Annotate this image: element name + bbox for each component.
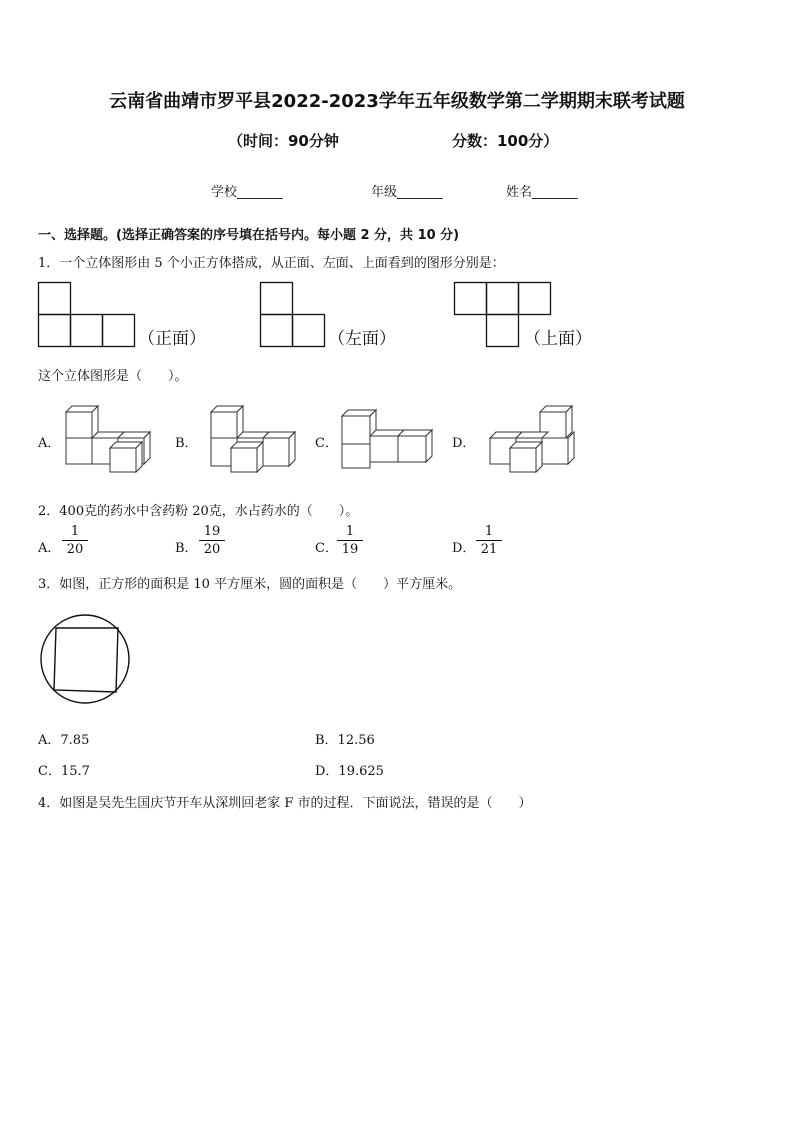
grade-field: 年级_______ [371, 185, 443, 200]
section-heading: 一、选择题。(选择正确答案的序号填在括号内。每小题 2 分，共 10 分) [38, 228, 460, 243]
q1-option-b-label[interactable]: B． [175, 436, 198, 451]
q2-option-c-fraction [337, 523, 363, 559]
denominator: 19 [341, 542, 359, 557]
q1-option-a-figure [64, 404, 154, 474]
q1-option-c-label[interactable]: C． [315, 436, 338, 451]
left-view-figure [260, 282, 330, 348]
question-1-prompt: 这个立体图形是（ ）。 [38, 369, 188, 384]
q1-option-d-figure [488, 404, 578, 474]
school-field: 学校_______ [211, 185, 283, 200]
question-2-stem: 2．400克的药水中含药粉 20克，水占药水的（ ）。 [38, 504, 359, 519]
q1-option-a-label[interactable]: A． [38, 436, 61, 451]
q3-option-c[interactable]: C．15.7 [38, 764, 90, 779]
left-view-label: （左面） [328, 329, 396, 349]
q2-option-b-label[interactable]: B． [175, 541, 198, 556]
denominator: 20 [66, 542, 84, 557]
numerator: 19 [199, 523, 225, 541]
exam-time: （时间：90分钟 [228, 132, 339, 150]
q2-option-c-label[interactable]: C． [315, 541, 338, 556]
denominator: 20 [203, 542, 221, 557]
q3-option-a[interactable]: A．7.85 [38, 733, 90, 748]
q2-option-d-label[interactable]: D． [452, 541, 476, 556]
page-title: 云南省曲靖市罗平县2022-2023学年五年级数学第二学期期末联考试题 [109, 91, 685, 112]
front-view-figure [38, 282, 138, 348]
name-field: 姓名_______ [506, 185, 578, 200]
q2-option-b-fraction [199, 523, 225, 559]
question-1-stem: 1．一个立体图形由 5 个小正方体搭成，从正面、左面、上面看到的图形分别是： [38, 256, 505, 271]
q1-option-c-figure [340, 408, 436, 472]
circle-square-figure [40, 614, 132, 706]
q3-option-d[interactable]: D．19.625 [315, 764, 384, 779]
question-3-stem: 3．如图，正方形的面积是 10 平方厘米，圆的面积是（ ）平方厘米。 [38, 577, 462, 592]
q2-option-a-label[interactable]: A． [38, 541, 61, 556]
q2-option-d-fraction [476, 523, 502, 559]
numerator: 1 [476, 523, 502, 541]
question-4-stem: 4．如图是吴先生国庆节开车从深圳回老家 F 市的过程．下面说法，错误的是（ ） [38, 796, 532, 811]
numerator: 1 [62, 523, 88, 541]
q3-option-b[interactable]: B．12.56 [315, 733, 375, 748]
q2-option-a-fraction [62, 523, 88, 559]
front-view-label: （正面） [138, 329, 206, 349]
q1-option-d-label[interactable]: D． [452, 436, 476, 451]
exam-score: 分数：100分） [452, 132, 559, 150]
top-view-label: （上面） [524, 329, 592, 349]
denominator: 21 [480, 542, 498, 557]
numerator: 1 [337, 523, 363, 541]
q1-option-b-figure [208, 398, 298, 474]
